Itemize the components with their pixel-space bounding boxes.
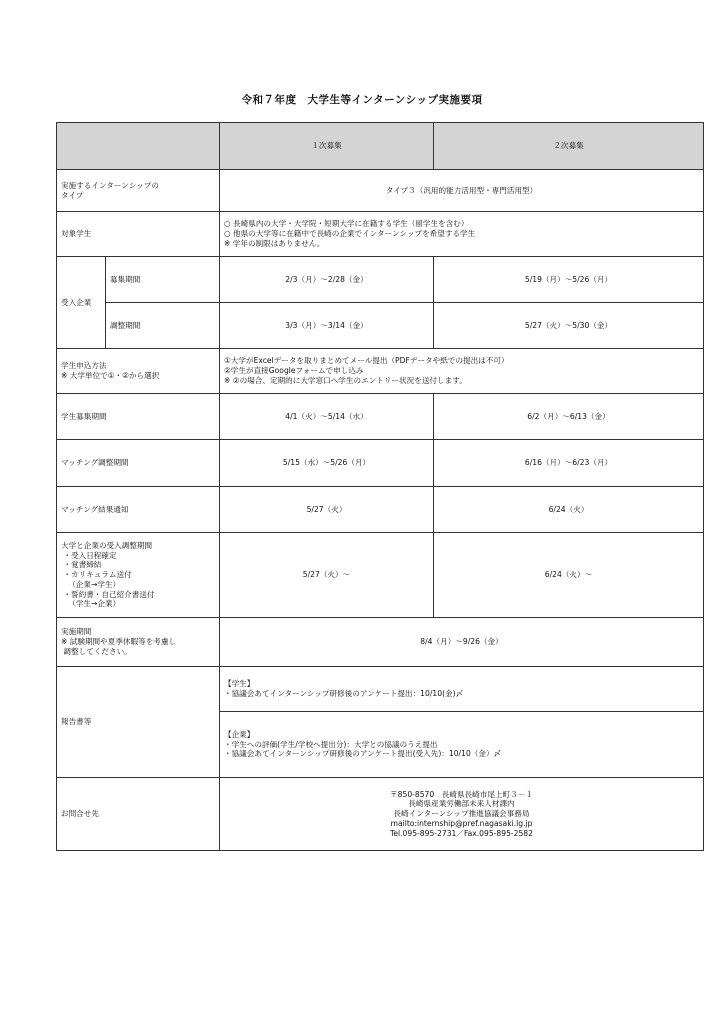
student-period-r1: 4/1（火）～5/14（水） [220, 394, 434, 440]
target-line: ※ 学年の制限はありません。 [224, 238, 325, 248]
student-period-label: 学生募集期間 [57, 394, 220, 440]
target-line: ○ 他県の大学等に在籍中で長崎の企業でインターンシップを希望する学生 [224, 229, 476, 239]
document-title: 令和７年度 大学生等インターンシップ実施要項 [241, 94, 483, 106]
company-adjust-r2: 5/27（火）～5/30（金） [434, 303, 704, 349]
type-value: タイプ３（汎用的能力活用型・専門活用型） [220, 170, 704, 212]
row-contact [57, 778, 704, 851]
report-student-line: ・協議会あてインターンシップ研修後のアンケート提出：10/10(金)〆 [224, 689, 464, 698]
header-blank-cell [57, 123, 220, 170]
row-coordination-period [57, 533, 704, 618]
row-company-adjust [57, 303, 704, 349]
report-student [220, 667, 704, 712]
contact-office: 長崎インターンシップ推進協議会事務局 [393, 809, 530, 819]
report-company [220, 712, 704, 778]
matching-notice-label: マッチング結果通知 [57, 487, 220, 533]
company-recruit-label: 募集期間 [106, 257, 220, 303]
row-matching-notice [57, 487, 704, 533]
implementation-label: 実施期間 ※ 試験期間や夏季休暇等を考慮し 調整してください。 [57, 618, 220, 667]
target-value [220, 212, 704, 257]
apply-line: ①大学がExcelデータを取りまとめてメール提出（PDFデータや紙での提出は不可） [224, 356, 509, 366]
company-label: 受入企業 [57, 257, 106, 349]
type-label: 実施するインターンシップの タイプ [57, 170, 220, 212]
report-label: 報告書等 [57, 667, 220, 778]
report-student-heading: 【学生】 [224, 679, 255, 689]
company-recruit-r1: 2/3（月）～2/28（金） [220, 257, 434, 303]
contact-label: お問合せ先 [57, 778, 220, 851]
matching-period-r2: 6/16（月）～6/23（月） [434, 440, 704, 487]
matching-period-r1: 5/15（水）～5/26（月） [220, 440, 434, 487]
row-matching-period [57, 440, 704, 487]
header-row [57, 123, 704, 170]
contact-phone: Tel.095-895-2731／Fax.095-895-2582 [390, 828, 533, 838]
coordination-r1: 5/27（火）～ [220, 533, 434, 618]
contact-value [220, 778, 704, 851]
row-report-student [57, 667, 704, 712]
student-period-r2: 6/2（月）～6/13（金） [434, 394, 704, 440]
contact-department: 長崎県産業労働部未来人材課内 [408, 799, 515, 809]
program-table [56, 122, 704, 851]
target-label: 対象学生 [57, 212, 220, 257]
coordination-label: 大学と企業の受入調整期間 ・受入日程確定 ・覚書締結 ・カリキュラム送付 （企業→学生） ・誓約書・自己紹介書送付 （学生→企業） [57, 533, 220, 618]
apply-line: ②学生が直接Googleフォームで申し込み [224, 366, 364, 376]
contact-address: 〒850-8570 長崎県長崎市尾上町３－１ [390, 789, 533, 799]
report-company-line: ・学生への評価(学生/学校へ提出分)：大学との協議のうえ提出 [224, 739, 438, 749]
company-adjust-r1: 3/3（月）～3/14（金） [220, 303, 434, 349]
target-line: ○ 長崎県内の大学・大学院・短期大学に在籍する学生（留学生を含む） [224, 219, 469, 229]
row-student-recruit-period [57, 394, 704, 440]
coordination-r2: 6/24（火）～ [434, 533, 704, 618]
matching-notice-r1: 5/27（火） [220, 487, 434, 533]
report-company-heading: 【企業】 [224, 729, 255, 739]
matching-period-label: マッチング調整期間 [57, 440, 220, 487]
company-recruit-r2: 5/19（月）～5/26（月） [434, 257, 704, 303]
row-company-recruit [57, 257, 704, 303]
matching-notice-r2: 6/24（火） [434, 487, 704, 533]
company-adjust-label: 調整期間 [106, 303, 220, 349]
apply-value [220, 349, 704, 394]
row-target-students [57, 212, 704, 257]
implementation-value: 8/4（月）～9/26（金） [220, 618, 704, 667]
apply-line: ※ ②の場合、定期的に大学窓口へ学生のエントリー状況を送付します。 [224, 375, 467, 385]
contact-email: mailto:internship@pref.nagasaki.lg.jp [390, 818, 533, 828]
apply-label: 学生申込方法 ※ 大学単位で①・②から選択 [57, 349, 220, 394]
row-application-method [57, 349, 704, 394]
report-company-line: ・協議会あてインターンシップ研修後のアンケート提出(受入先)：10/10（金）〆 [224, 749, 502, 759]
row-implementation-period [57, 618, 704, 667]
header-round1: １次募集 [220, 123, 434, 170]
header-round2: ２次募集 [434, 123, 704, 170]
row-internship-type [57, 170, 704, 212]
